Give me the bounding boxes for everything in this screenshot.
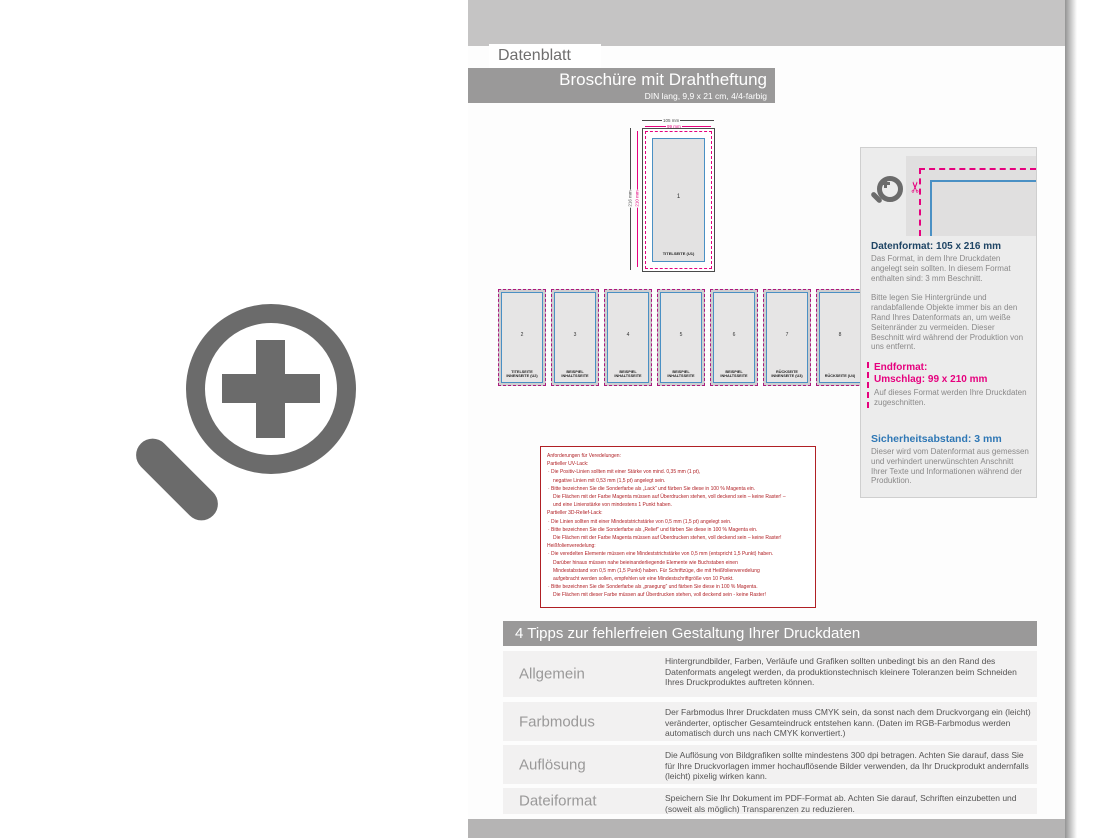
finishing-line: und eine Linienstärke von mindestens 1 Punkt haben.	[553, 502, 672, 509]
endformat-block	[867, 362, 1032, 408]
tip-label: Farbmodus	[519, 713, 595, 730]
page-thumbnails-row	[498, 289, 868, 384]
finishing-line: Partieller 3D-Relief-Lack:	[547, 510, 603, 517]
thumb-number: 5	[679, 332, 683, 339]
page-thumbnail	[498, 289, 546, 386]
tips-section-header: 4 Tipps zur fehlerfreien Gestaltung Ihrer Druckdaten	[503, 621, 1037, 646]
finishing-line: · Bitte bezeichnen Sie die Sonderfarbe als „Lack“ und färben Sie diese in 100 % Magenta ein.	[548, 485, 756, 492]
finishing-line: Die Flächen mit der Farbe Magenta müssen auf Überdrucken stehen, voll deckend sein – keine Raster!	[553, 535, 782, 542]
finishing-line: · Bitte bezeichnen Sie die Sonderfarbe als „Relief“ und färben Sie diese in 100 % Magenta ein.	[548, 526, 758, 533]
corner-detail-illustration	[906, 156, 1036, 236]
endformat-text: Auf dieses Format werden Ihre Druckdaten zugeschnitten.	[874, 388, 1027, 407]
dim-height-inner: 210 mm	[634, 190, 640, 207]
thumb-number: 8	[838, 332, 842, 339]
thumb-label: BEISPIEL INHALTSSEITE	[720, 369, 748, 379]
page-thumbnail	[710, 289, 758, 386]
plus-icon	[884, 179, 887, 188]
trim-line	[930, 180, 932, 236]
page-thumbnail	[551, 289, 599, 386]
finishing-line: · Die veredelten Elemente müssen eine Mindeststrichstärke von 0,5 mm (entspricht 1,5 Punkt) haben.	[548, 551, 774, 558]
top-gray-band	[468, 0, 1065, 46]
page-number: 1	[676, 193, 681, 200]
finishing-line: Mindestabstand von 0,5 mm (1,5 Punkt) haben. Für Schriftzüge, die mit Heißfolienveredelung	[553, 567, 760, 574]
format-info-sidebar	[860, 147, 1037, 498]
endformat-dashed-frame	[645, 131, 712, 269]
datenformat-text: Bitte legen Sie Hintergründe und randabfallende Objekte immer bis an den Rand Ihres Datenformats an, um weiße Seitenränder zu vermeiden. Dieser Beschnitt wird während der Produktion von uns entfernt.	[871, 293, 1024, 352]
finishing-line: · Bitte bezeichnen Sie die Sonderfarbe als „praegung“ und färben Sie diese in 100 % Magenta.	[548, 584, 758, 591]
page-thumbnail	[816, 289, 864, 386]
bleed-line	[919, 168, 921, 236]
page-title: Broschüre mit Drahtheftung	[559, 70, 767, 89]
finishing-line: Partieller UV-Lack:	[547, 461, 589, 468]
sicherheitsabstand-text: Dieser wird vom Datenformat aus gemessen und verhindert unerwünschten Anschnitt Ihrer Texte und Informationen während der Produktion.	[871, 447, 1029, 486]
tip-row-aufloesung	[503, 745, 1037, 784]
zoom-magnifier-icon	[120, 280, 380, 540]
tip-text: Speichern Sie Ihr Dokument im PDF-Format ab. Achten Sie darauf, Schriften einzubetten und (soweit als möglich) Transparenzen zu reduzieren.	[665, 793, 1017, 814]
datenformat-frame	[642, 128, 715, 272]
finishing-line: Darüber hinaus müssen nahe beieinanderliegende Elemente wie Buchstaben einen	[553, 559, 738, 566]
page-thumbnail	[604, 289, 652, 386]
tip-row-dateiformat	[503, 788, 1037, 814]
cover-page-diagram	[610, 116, 724, 276]
tip-text: Der Farbmodus Ihrer Druckdaten muss CMYK sein, da sonst nach dem Druckvorgang ein (leicht) veränderter, optischer Gesamteindruck entstehen kann. (Daten im RGB-Farbmodus werden automatisch durch uns nach CMYK konvertiert.)	[665, 707, 1031, 739]
thumb-label: BEISPIEL INHALTSSEITE	[614, 369, 642, 379]
bleed-line	[919, 168, 1036, 170]
scissors-icon: ✂	[907, 180, 925, 194]
dim-width-outer: 105 mm	[663, 117, 680, 123]
endformat-heading: Umschlag: 99 x 210 mm	[874, 374, 988, 385]
title-bar	[468, 68, 775, 103]
datenformat-text: Das Format, in dem Ihre Druckdaten angelegt sein sollten. In diesem Format enthalten sind: 3 mm Beschnitt.	[871, 254, 1011, 283]
thumb-label: BEISPIEL INHALTSSEITE	[561, 369, 589, 379]
tip-row-farbmodus	[503, 702, 1037, 741]
page-edge-shadow	[1065, 0, 1077, 838]
finishing-requirements-box	[540, 446, 816, 608]
thumb-label: TITELSEITE INNENSEITE (U2)	[506, 369, 538, 379]
datasheet-page	[468, 0, 1065, 838]
datenformat-block	[871, 241, 1029, 352]
thumb-number: 2	[520, 332, 524, 339]
trim-line	[930, 180, 1036, 182]
cover-page-label: TITELSEITE (U1)	[662, 251, 695, 256]
tip-row-allgemein	[503, 651, 1037, 697]
thumb-number: 4	[626, 332, 630, 339]
finishing-line: · Die Positiv-Linien sollten mit einer Stärke von mind. 0,35 mm (1 pt),	[548, 469, 701, 476]
finishing-line: aufgebracht werden sollen, empfehlen wir eine Mindestschriftgröße von 10 Punkt.	[553, 576, 734, 583]
tip-label: Allgemein	[519, 665, 585, 683]
sicherheitsabstand-block	[871, 433, 1029, 486]
finishing-line: Heißfolienveredelung:	[547, 543, 596, 550]
thumb-label: RÜCKSEITE INNENSEITE (U3)	[771, 369, 803, 379]
dim-height-outer: 216 mm	[627, 190, 633, 207]
finishing-line: Anforderungen für Veredelungen:	[547, 453, 621, 459]
finishing-line: negative Linien mit 0,53 mm (1,5 pt) angelegt sein.	[553, 477, 666, 484]
finishing-line: Die Flächen mit dieser Farbe müssen auf Überdrucken stehen, voll deckend sein - keine Raster!	[553, 592, 766, 599]
page-thumbnail	[763, 289, 811, 386]
datenblatt-tag: Datenblatt	[489, 44, 601, 68]
tip-text: Hintergrundbilder, Farben, Verläufe und Grafiken sollten unbedingt bis an den Rand des Datenformats angelegt werden, da produktionstechnisch kleinere Toleranzen beim Schneiden Ihres Druckproduktes auftreten können.	[665, 656, 1017, 688]
endformat-heading: Endformat:	[874, 362, 928, 373]
finishing-line: Die Flächen mit der Farbe Magenta müssen auf Überdrucken stehen, voll deckend sein – keine Raster! –	[553, 494, 786, 501]
magnifier-icon	[869, 176, 903, 210]
sicherheitsabstand-heading: Sicherheitsabstand: 3 mm	[871, 433, 1002, 445]
thumb-number: 3	[573, 332, 577, 339]
thumb-label: BEISPIEL INHALTSSEITE	[667, 369, 695, 379]
plus-icon	[256, 340, 285, 438]
page-thumbnail	[657, 289, 705, 386]
finishing-line: · Die Linien sollten mit einer Mindeststrichstärke von 0,5 mm (1,5 pt) angelegt sein.	[548, 518, 732, 525]
tip-text: Die Auflösung von Bildgrafiken sollte mindestens 300 dpi betragen. Achten Sie darauf, dass Sie für Ihre Druckvorlagen immer hochauflösende Bilder verwenden, da Ihr Druckprodukt andernfalls (leicht) pixelig wirken kann.	[665, 750, 1029, 782]
tip-label: Auflösung	[519, 756, 586, 773]
tip-label: Dateiformat	[519, 792, 597, 810]
footer-gray-band	[468, 819, 1065, 838]
thumb-number: 6	[732, 332, 736, 339]
page-subtitle: DIN lang, 9,9 x 21 cm, 4/4-farbig	[644, 91, 767, 101]
thumb-number: 7	[785, 332, 789, 339]
datenformat-heading: Datenformat: 105 x 216 mm	[871, 241, 1002, 252]
safety-frame	[652, 138, 705, 262]
thumb-label: RÜCKSEITE (U4)	[824, 374, 856, 379]
dim-width-inner: 99 mm	[667, 123, 681, 129]
